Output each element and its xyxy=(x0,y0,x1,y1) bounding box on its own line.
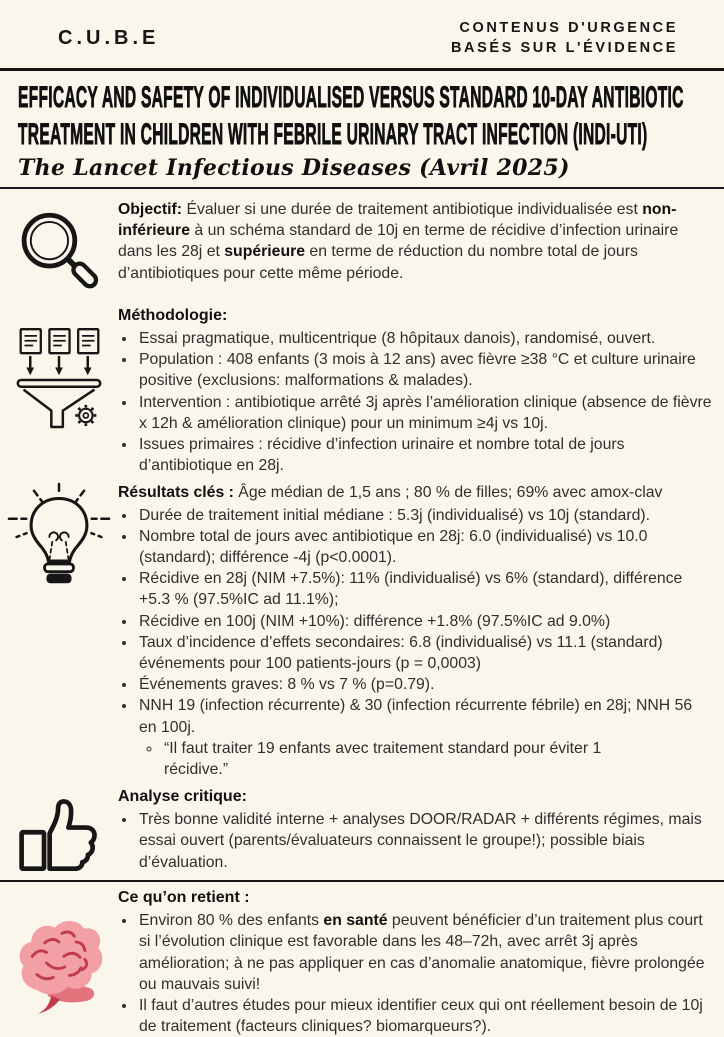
analyse-icon-column xyxy=(0,786,118,876)
methodologie-content xyxy=(118,305,724,476)
objectif-text: Objectif: Évaluer si une durée de traitement antibiotique individualisée est non-inférieure à un schéma standard de 10j en terme de récidive d’infection urinaire dans les 28j et supérieure en terme de réduction du nombre total de jours d’antibiotiques pour cette même période. xyxy=(118,201,679,282)
magnifier-icon xyxy=(15,209,103,299)
objectif-icon-column xyxy=(0,197,118,299)
section-methodologie xyxy=(0,305,724,476)
list-item-text: Il faut d’autres études pour mieux identifier ceux qui ont réellement besoin de 10j de traitement (facteurs cliniques? biomarqueurs?). xyxy=(139,997,703,1036)
retient-icon-column xyxy=(0,887,118,1037)
resultats-heading: Résultats clés : Âge médian de 1,5 ans ; 80 % de filles; 69% avec amox-clav xyxy=(118,484,663,502)
list-item-text: Population : 408 enfants (3 mois à 12 ans) avec fièvre ≥38 °C et culture urinaire positive (exclusions: malformations & malades). xyxy=(139,351,696,390)
resultats-icon-column xyxy=(0,482,118,780)
list-item xyxy=(137,392,714,434)
retient-content xyxy=(118,887,724,1037)
list-item-text: Récidive en 100j (NIM +10%): différence +1.8% (97.5%IC ad 9.0%) xyxy=(139,612,611,630)
list-item-text: Intervention : antibiotique arrêté 3j après l’amélioration clinique (absence de fièvre x 12h & amélioration clinique) pour un minimum ≥4j vs 10j. xyxy=(139,393,712,432)
list-item-text: Durée de traitement initial médiane : 5.3j (individualisé) vs 10j (standard). xyxy=(139,506,651,524)
list-item xyxy=(137,632,714,674)
list-item-text: Événements graves: 8 % vs 7 % (p=0.79). xyxy=(139,676,435,694)
tagline-line-2: BASÉS SUR L'ÉVIDENCE xyxy=(450,40,678,56)
list-item xyxy=(137,349,714,391)
filter-documents-icon xyxy=(13,327,105,433)
list-item xyxy=(137,328,714,349)
list-item-text: Nombre total de jours avec antibiotique en 28j: 6.0 (individualisé) vs 10.0 (standard); différence -4j (p<0.0001). xyxy=(139,527,648,567)
analyse-heading: Analyse critique: xyxy=(118,788,247,806)
page-title-line-1: EFFICACY AND SAFETY OF INDIVIDUALISED VERSUS STANDARD 10-DAY ANTIBIOTIC xyxy=(18,81,684,114)
list-item xyxy=(137,674,714,695)
list-item-text: NNH 19 (infection récurrente) & 30 (infection récurrente fébrile) en 28j; NNH 56 en 100j. xyxy=(139,697,693,736)
page-title-line-2: TREATMENT IN CHILDREN WITH FEBRILE URINARY TRACT INFECTION (INDI-UTI) xyxy=(18,118,648,151)
sub-list-item-text: “Il faut traiter 19 enfants avec traitement standard pour éviter 1 récidive.” xyxy=(164,739,602,779)
list-item-text: Environ 80 % des enfants en santé peuvent bénéficier d’un traitement plus court si l’évolution clinique est favorable dans les 48–72h, avec arrêt 3j après amélioration; à ne pas appliquer en cas d’anomalie anatomique, fièvre prolongée ou mauvais suivi! xyxy=(139,912,705,993)
list-item xyxy=(137,611,714,632)
header xyxy=(0,0,724,68)
methodologie-heading: Méthodologie: xyxy=(118,307,228,324)
list-item-text: Très bonne validité interne + analyses DOOR/RADAR + différents régimes, mais essai ouvert (parents/évaluateurs connaissent le groupe!); possible biais d’évaluation. xyxy=(139,811,702,871)
list-item xyxy=(137,910,714,995)
list-item xyxy=(137,434,714,476)
section-resultats xyxy=(0,482,724,780)
resultats-sublist xyxy=(139,738,714,780)
brand-logo: C.U.B.E xyxy=(58,26,160,49)
page-title xyxy=(18,79,716,153)
list-item xyxy=(137,505,714,526)
resultats-content xyxy=(118,482,724,780)
resultats-list xyxy=(118,505,714,781)
analyse-list xyxy=(118,809,714,873)
list-item xyxy=(137,695,714,780)
sub-list-item xyxy=(162,738,632,780)
objectif-content xyxy=(118,197,724,299)
lightbulb-icon xyxy=(7,482,111,592)
divider xyxy=(0,187,724,189)
brain-icon xyxy=(15,913,103,1015)
list-item-text: Essai pragmatique, multicentrique (8 hôpitaux danois), randomisé, ouvert. xyxy=(139,330,656,347)
journal-source: The Lancet Infectious Diseases (Avril 2025) xyxy=(18,155,570,181)
list-item xyxy=(137,568,714,610)
list-item xyxy=(137,809,714,873)
title-block xyxy=(0,71,724,187)
list-item-text: Taux d’incidence d’effets secondaires: 6.8 (individualisé) vs 11.1 (standard) événements pour 100 patients-jours (p = 0,0003) xyxy=(139,633,663,673)
analyse-content xyxy=(118,786,724,876)
list-item-text: Récidive en 28j (NIM +7.5%): 11% (individualisé) vs 6% (standard), différence +5.3 % (97.5%IC ad 11.1%); xyxy=(139,570,683,609)
section-objectif xyxy=(0,197,724,299)
section-analyse-critique xyxy=(0,786,724,876)
methodologie-icon-column xyxy=(0,305,118,476)
list-item xyxy=(137,526,714,568)
header-tagline xyxy=(451,18,678,58)
thumbs-up-icon xyxy=(16,796,102,876)
section-ce-quon-retient xyxy=(0,882,724,1037)
list-item-text: Issues primaires : récidive d’infection urinaire et nombre total de jours d’antibiotique en 28j. xyxy=(139,436,625,475)
methodologie-list xyxy=(118,328,714,476)
retient-heading: Ce qu’on retient : xyxy=(118,889,250,907)
retient-list xyxy=(118,910,714,1037)
tagline-line-1: CONTENUS D'URGENCE xyxy=(459,20,678,36)
list-item xyxy=(137,995,714,1037)
